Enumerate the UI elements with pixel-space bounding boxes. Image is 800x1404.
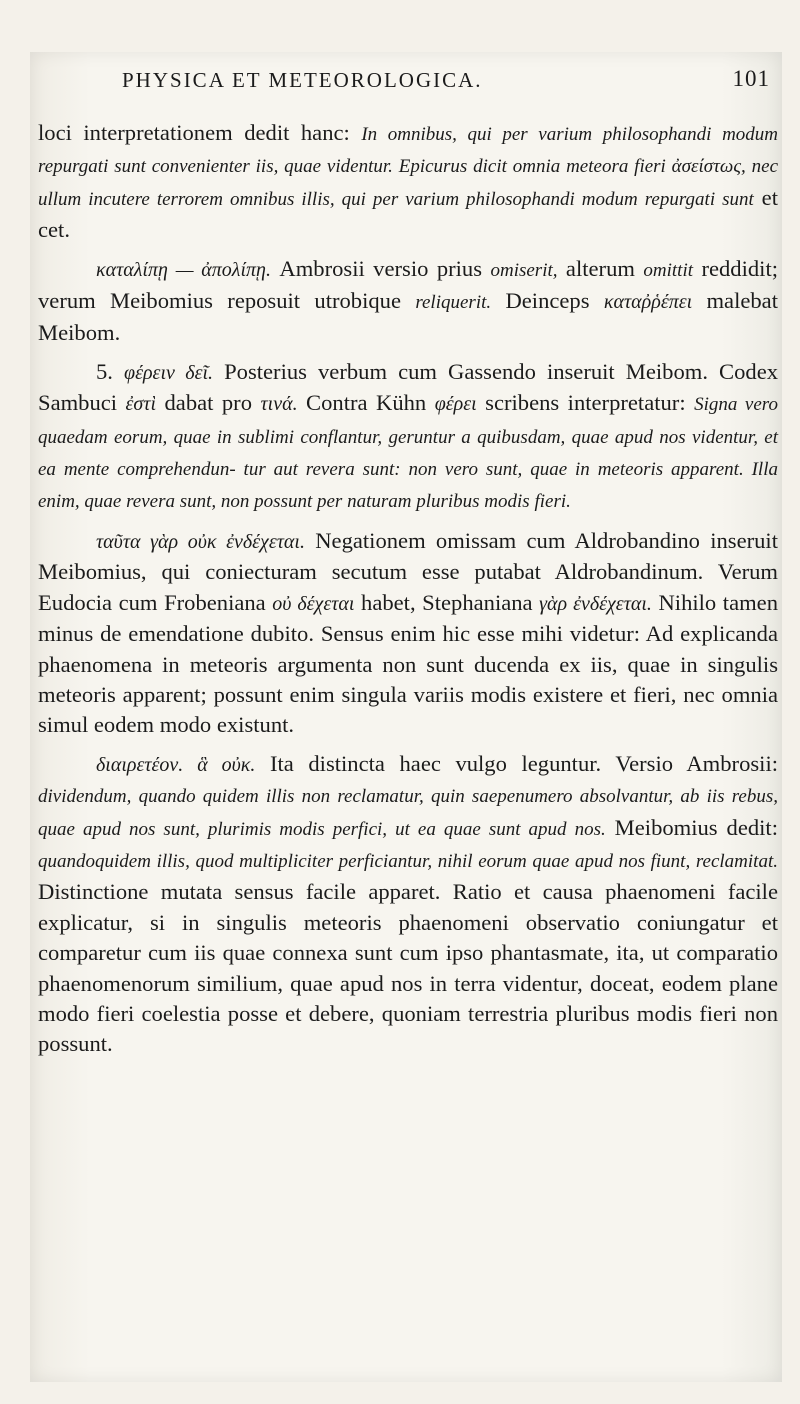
text-run: loci interpretationem dedit hanc: (38, 120, 362, 145)
text-run: Ambrosii versio prius (270, 255, 491, 281)
greek-phrase: διαιρετέον. ἃ οὐκ. (96, 753, 256, 776)
text-run: alterum (557, 255, 644, 281)
page-number: 101 (732, 66, 770, 91)
greek-phrase: γὰρ ἐνδέχεται. (539, 592, 652, 615)
body-text (38, 118, 778, 1068)
paragraph-2 (38, 254, 778, 349)
italic-text: In omnibus, qui per varium philosophandi modum repurgati sunt convenienter iis, quae videntur. Epicurus dicit omnia meteora fieri ἀσείστως, nec ullum incutere terrorem omnibus illis, qui per varium philosophandi modum repurgati sunt (38, 124, 779, 210)
greek-phrase: φέρει (434, 393, 477, 416)
text-run: 5. (96, 358, 125, 384)
text-run: et cet. (38, 184, 778, 243)
book-page (30, 52, 782, 1382)
text-run: scribens interpretatur: (476, 390, 695, 416)
running-head: PHYSICA ET METEOROLOGICA. (122, 68, 483, 92)
greek-phrase: ταῦτα γὰρ οὐκ ἐνδέχεται. (96, 530, 305, 553)
paragraph-5 (38, 749, 778, 1060)
italic-text: quandoquidem illis, quod multipliciter perficiantur, nihil eorum quae apud nos fiunt, reclamitat. (38, 850, 778, 872)
italic-text: omiserit, (490, 259, 558, 281)
text-run: Posterius verbum cum Gassendo inseruit Meibom. Codex Sambuci (38, 358, 779, 416)
greek-phrase: τινά. (260, 393, 298, 416)
paragraph-4 (38, 526, 778, 741)
page-header (30, 62, 782, 102)
paragraph-3 (38, 357, 778, 518)
text-run: Negationem omissam cum Aldrobandino inseruit Meibomius, qui coniecturam secutum esse putabat Aldrobandinum. Verum Eudocia cum Frobeniana (38, 527, 778, 615)
text-run: Deinceps (491, 288, 604, 314)
text-run: Nihilo tamen minus de emendatione dubito. Sensus enim hic esse mihi videtur: Ad explicanda phaenomena in meteoris argumenta non sunt ducenda ex iis, quae in singulis meteoris apparent; possunt enim singula variis modis existere et fieri, nec omnia simul eodem modo existunt. (38, 589, 778, 738)
greek-phrase: ἐστὶ (125, 393, 157, 416)
text-run: Ita distincta haec vulgo leguntur. Versio Ambrosii: (255, 750, 778, 776)
text-run: dabat pro (156, 390, 261, 416)
paragraph-1 (38, 118, 778, 246)
text-run: Contra Kühn (297, 390, 435, 416)
greek-phrase: καταλίπῃ — ἀπολίπῃ. (96, 258, 271, 281)
italic-text: omittit (643, 259, 694, 281)
text-run: Distinctione mutata sensus facile apparet. Ratio et causa phaenomeni facile explicatur, si in singulis meteoris phaenomeni observatio coniungatur et comparetur cum iis quae connexa sunt cum ipso phantasmate, ita, ut comparatio phaenomenorum similium, quae apud nos in terra videntur, doceat, eodem plane modo fieri coelestia posse et debere, quoniam terrestria pluribus modis fieri non possunt. (38, 879, 778, 1057)
greek-phrase: οὐ δέχεται (272, 592, 355, 615)
text-run: habet, Stephaniana (354, 589, 540, 615)
text-run: reddidit; verum Meibomius reposuit utrobique (38, 255, 779, 314)
italic-text: dividendum, quando quidem illis non reclamatur, quin saepenumero absolvantur, ab iis rebus, quae apud nos sunt, plurimis modis perfici, ut ea quae sunt apud nos. (38, 786, 778, 840)
italic-text: Signa vero quaedam eorum, quae in sublimi conflantur, geruntur a quibusdam, quae apud nos videntur, et ea mente comprehendun- tur aut revera sunt: non vero sunt, quae in meteoris apparent. Illa enim, quae revera sunt, non possunt per naturam pluribus modis fieri. (38, 394, 778, 513)
greek-phrase: φέρειν δεῖ. (124, 361, 214, 384)
text-run: Meibomius dedit: (605, 814, 778, 840)
greek-phrase: καταῤῥέπει (603, 291, 693, 314)
italic-text: reliquerit. (415, 292, 492, 314)
text-run: malebat Meibom. (38, 288, 778, 346)
